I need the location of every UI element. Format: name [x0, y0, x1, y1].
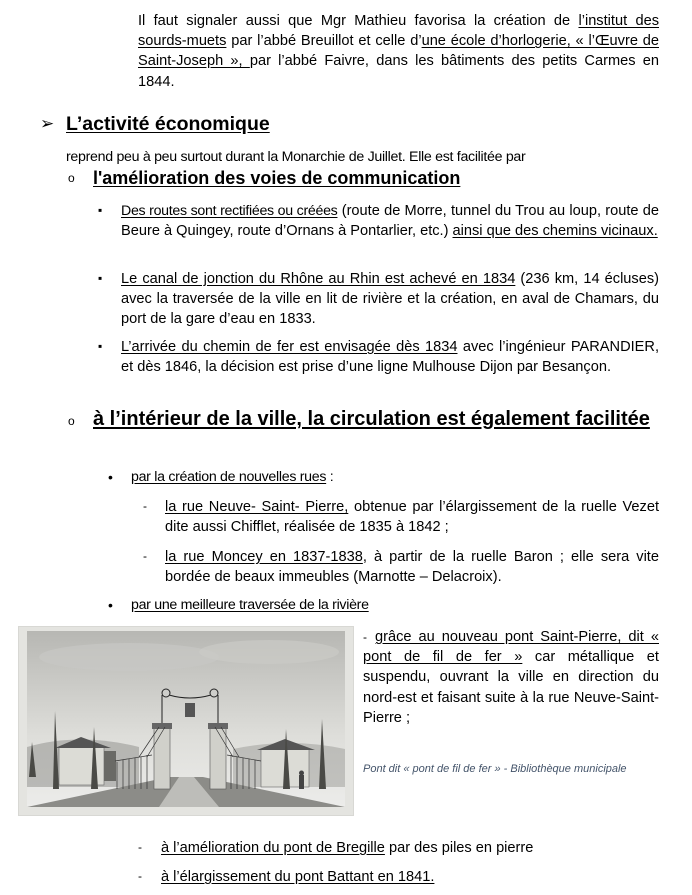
list-item-routes: Des routes sont rectifiées ou créées (route de Morre, tunnel du Trou au loup, route de Beure à Quingey, route d’Ornans à Pontarlier, etc.) ainsi que des chemins vicinaux. [121, 203, 659, 240]
list-item-canal: Le canal de jonction du Rhône au Rhin est achevé en 1834 (236 km, 14 écluses) avec la traversée de la ville en lit de rivière et la création, en aval de Chamars, du port de la gare d’eau en 1833. [121, 271, 659, 328]
image-caption: Pont dit « pont de fil de fer » - Bibliothèque municipale [363, 763, 627, 775]
list-item-pont-bregille: à l’amélioration du pont de Bregille par des piles en pierre [161, 840, 534, 856]
dash-bullet-icon: - [363, 630, 367, 644]
dash-bullet-icon: - [138, 840, 142, 854]
section-lead: reprend peu à peu surtout durant la Monarchie de Juillet. Elle est facilitée par [66, 149, 526, 165]
link-institut: l’institut des sourds-muets [138, 13, 659, 50]
circulation-title: à l’intérieur de la ville, la circulation est également facilitée [93, 408, 650, 430]
river-title: par une meilleure traversée de la rivière [131, 597, 369, 613]
section-marker-icon: ➢ [40, 114, 55, 133]
list-item-rue-neuve: la rue Neuve- Saint- Pierre, obtenue par l’élargissement de la ruelle Vezet dite aussi Chifflet, réalisée de 1835 à 1842 ; [165, 499, 660, 536]
circle-bullet-icon: o [68, 414, 75, 428]
dash-bullet-icon: - [143, 549, 147, 563]
communication-title: l'amélioration des voies de communication [93, 168, 461, 188]
bridge-engraving-image [18, 626, 354, 816]
link-ecole: une école d’horlogerie, « l’Œuvre de Saint-Joseph », [138, 33, 659, 70]
dot-bullet-icon: • [108, 597, 113, 613]
list-item-chemin-de-fer: L’arrivée du chemin de fer est envisagée dès 1834 avec l’ingénieur PARANDIER, et dès 1846, la décision est prise d’une ligne Mulhouse Dijon par Besançon. [121, 339, 659, 376]
square-bullet-icon: ▪ [98, 203, 103, 217]
list-item-pont-battant: à l’élargissement du pont Battant en 1841. [161, 869, 435, 885]
dot-bullet-icon: • [108, 469, 113, 485]
dash-bullet-icon: - [143, 499, 147, 513]
dash-bullet-icon: - [138, 869, 142, 883]
streets-title: par la création de nouvelles rues : [131, 469, 334, 485]
circle-bullet-icon: o [68, 171, 75, 185]
list-item-pont-saint-pierre: - grâce au nouveau pont Saint-Pierre, dit « pont de fil de fer » car métallique et suspendu, ouvrant la ville en direction du nord-est et faisant suite à la rue Neuve-Saint-Pierre ; [363, 629, 659, 726]
square-bullet-icon: ▪ [98, 339, 103, 353]
list-item-rue-moncey: la rue Moncey en 1837-1838, à partir de la ruelle Baron ; elle sera vite bordée de beaux immeubles (Marnotte – Delacroix). [165, 549, 659, 586]
square-bullet-icon: ▪ [98, 271, 103, 285]
section-title: L’activité économique [66, 113, 270, 135]
intro-paragraph: Il faut signaler aussi que Mgr Mathieu favorisa la création de l’institut des sourds-muets par l’abbé Breuillot et celle d’une école d’horlogerie, « l’Œuvre de Saint-Joseph », par l’abbé Faivre, dans les bâtiments des petits Carmes en 1844. [138, 13, 659, 90]
